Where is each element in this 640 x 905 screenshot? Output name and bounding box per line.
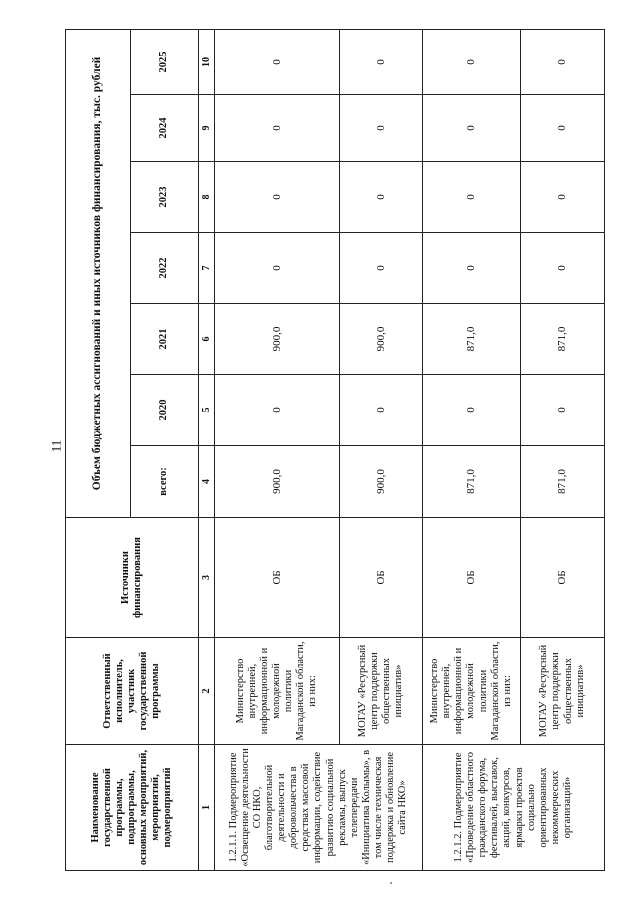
value-cell: 0 xyxy=(423,233,521,304)
source-cell: ОБ xyxy=(521,518,605,638)
header-year: 2023 xyxy=(131,162,199,233)
value-cell: 0 xyxy=(215,29,340,94)
value-cell: 0 xyxy=(340,29,423,94)
header-year: 2021 xyxy=(131,304,199,375)
executor-cell: МОГАУ «Ресурсный центр поддержки общественных инициатив» xyxy=(521,638,605,745)
source-cell: ОБ xyxy=(340,518,423,638)
budget-table xyxy=(65,29,605,871)
value-cell: 0 xyxy=(521,95,605,162)
value-cell: 0 xyxy=(521,162,605,233)
column-number: 3 xyxy=(199,518,215,638)
budget-table-sheet xyxy=(65,30,637,871)
header-year: 2020 xyxy=(131,375,199,446)
scan-speck xyxy=(390,882,392,884)
header-executor: Ответственный исполнитель, участник государственной программы xyxy=(66,638,199,745)
total-cell: 900,0 xyxy=(215,446,340,518)
column-number: 6 xyxy=(199,304,215,375)
header-volume: Объем бюджетных ассигнований и иных источников финансирования, тыс. рублей xyxy=(66,29,131,517)
value-cell: 0 xyxy=(215,233,340,304)
value-cell: 0 xyxy=(423,162,521,233)
submeasure-name: 1.2.1.2. Подмероприятие «Проведение областного гражданского форума, фестивалей, выставок, акций, конкурсов, ярмарки проектов социально ориентированных некоммерческих организаций» xyxy=(423,745,605,871)
total-cell: 871,0 xyxy=(423,446,521,518)
column-number: 9 xyxy=(199,95,215,162)
page-number: 11 xyxy=(48,439,64,453)
value-cell: 900,0 xyxy=(340,304,423,375)
value-cell: 871,0 xyxy=(423,304,521,375)
column-number: 5 xyxy=(199,375,215,446)
column-number: 2 xyxy=(199,638,215,745)
value-cell: 0 xyxy=(340,375,423,446)
value-cell: 0 xyxy=(215,95,340,162)
submeasure-name: 1.2.1.1. Подмероприятие «Освещение деятельности СО НКО, благотворительной деятельности и добровольчества в средствах массовой информации, содействие развитию социальной рекламы, выпуск телепередачи «Инициатива Колымы», в том числе техническая поддержка и обновление сайта НКО» xyxy=(215,745,423,871)
executor-cell: Министерство внутренней, информационной и молодежной политики Магаданской области, из них: xyxy=(423,638,521,745)
value-cell: 900,0 xyxy=(215,304,340,375)
value-cell: 0 xyxy=(423,95,521,162)
value-cell: 0 xyxy=(340,233,423,304)
column-number: 4 xyxy=(199,446,215,518)
header-year: 2025 xyxy=(131,29,199,94)
value-cell: 0 xyxy=(521,233,605,304)
value-cell: 0 xyxy=(423,29,521,94)
value-cell: 871,0 xyxy=(521,304,605,375)
value-cell: 0 xyxy=(423,375,521,446)
header-row-1 xyxy=(66,29,131,870)
executor-cell: Министерство внутренней, информационной и молодежной политики Магаданской области, из них: xyxy=(215,638,340,745)
source-cell: ОБ xyxy=(423,518,521,638)
value-cell: 0 xyxy=(521,375,605,446)
value-cell: 0 xyxy=(340,162,423,233)
column-number: 10 xyxy=(199,29,215,94)
table-row xyxy=(340,29,423,870)
header-source: Источники финансирования xyxy=(66,518,199,638)
table-row xyxy=(521,29,605,870)
header-total: всего: xyxy=(131,446,199,518)
value-cell: 0 xyxy=(340,95,423,162)
value-cell: 0 xyxy=(521,29,605,94)
table-row xyxy=(215,29,340,870)
total-cell: 900,0 xyxy=(340,446,423,518)
column-number-row xyxy=(199,29,215,870)
header-name: Наименование государственной программы, подпрограммы, основных мероприятий, мероприятий, подмероприятий xyxy=(66,745,199,871)
column-number: 1 xyxy=(199,745,215,871)
value-cell: 0 xyxy=(215,375,340,446)
header-year: 2024 xyxy=(131,95,199,162)
header-year: 2022 xyxy=(131,233,199,304)
table-row xyxy=(423,29,521,870)
executor-cell: МОГАУ «Ресурсный центр поддержки общественных инициатив» xyxy=(340,638,423,745)
column-number: 7 xyxy=(199,233,215,304)
source-cell: ОБ xyxy=(215,518,340,638)
total-cell: 871,0 xyxy=(521,446,605,518)
column-number: 8 xyxy=(199,162,215,233)
value-cell: 0 xyxy=(215,162,340,233)
